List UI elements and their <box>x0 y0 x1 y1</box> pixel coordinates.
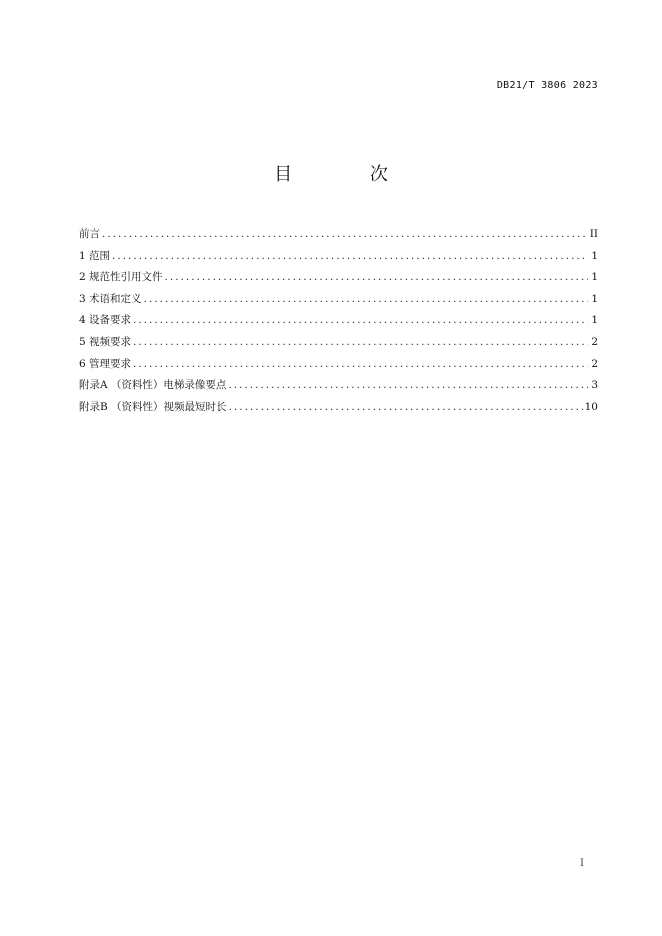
toc-entry-label: 2 规范性引用文件 <box>79 271 163 284</box>
toc-page-number: 3 <box>591 379 598 392</box>
toc-page-number: 1 <box>591 292 598 305</box>
toc-page-number: 1 <box>591 314 598 327</box>
toc-dot-leader <box>228 379 588 391</box>
toc-page-number: 2 <box>591 357 598 370</box>
toc-dot-leader <box>133 314 588 326</box>
toc-entry-normative-references[interactable] <box>79 269 598 291</box>
toc-dot-leader <box>112 250 588 262</box>
toc-page-number: 10 <box>584 400 598 413</box>
toc-entry-equipment-requirements[interactable] <box>79 312 598 334</box>
toc-page-number: 1 <box>591 271 598 284</box>
document-code: DB21/T 3806 2023 <box>496 80 598 91</box>
toc-entry-scope[interactable] <box>79 248 598 270</box>
toc-dot-leader <box>102 228 588 240</box>
page-title: 目 次 <box>274 164 424 185</box>
toc-dot-leader <box>229 401 583 413</box>
toc-entry-label: 4 设备要求 <box>79 314 132 327</box>
toc-entry-video-requirements[interactable] <box>79 334 598 356</box>
table-of-contents <box>79 226 598 420</box>
page-number: I <box>580 858 584 869</box>
toc-dot-leader <box>133 336 588 348</box>
toc-dot-leader <box>144 293 588 305</box>
toc-entry-label: 前言 <box>79 228 100 240</box>
toc-entry-appendix-a[interactable] <box>79 377 598 399</box>
toc-entry-appendix-b[interactable] <box>79 399 598 421</box>
toc-entry-label: 5 视频要求 <box>79 335 132 348</box>
toc-entry-management-requirements[interactable] <box>79 356 598 378</box>
toc-entry-terms-definitions[interactable] <box>79 291 598 313</box>
toc-entry-label: 附录B （资料性）视频最短时长 <box>79 400 227 413</box>
toc-entry-label: 3 术语和定义 <box>79 292 142 305</box>
toc-entry-label: 1 范围 <box>79 249 111 262</box>
toc-page-number: 2 <box>591 335 598 348</box>
toc-page-number: II <box>589 228 598 240</box>
toc-page-number: 1 <box>591 249 598 262</box>
toc-entry-label: 6 管理要求 <box>79 357 132 370</box>
toc-entry-label: 附录A （资料性）电梯录像要点 <box>79 379 227 392</box>
toc-entry-foreword[interactable] <box>79 226 598 248</box>
toc-dot-leader <box>165 271 588 283</box>
toc-dot-leader <box>133 358 588 370</box>
